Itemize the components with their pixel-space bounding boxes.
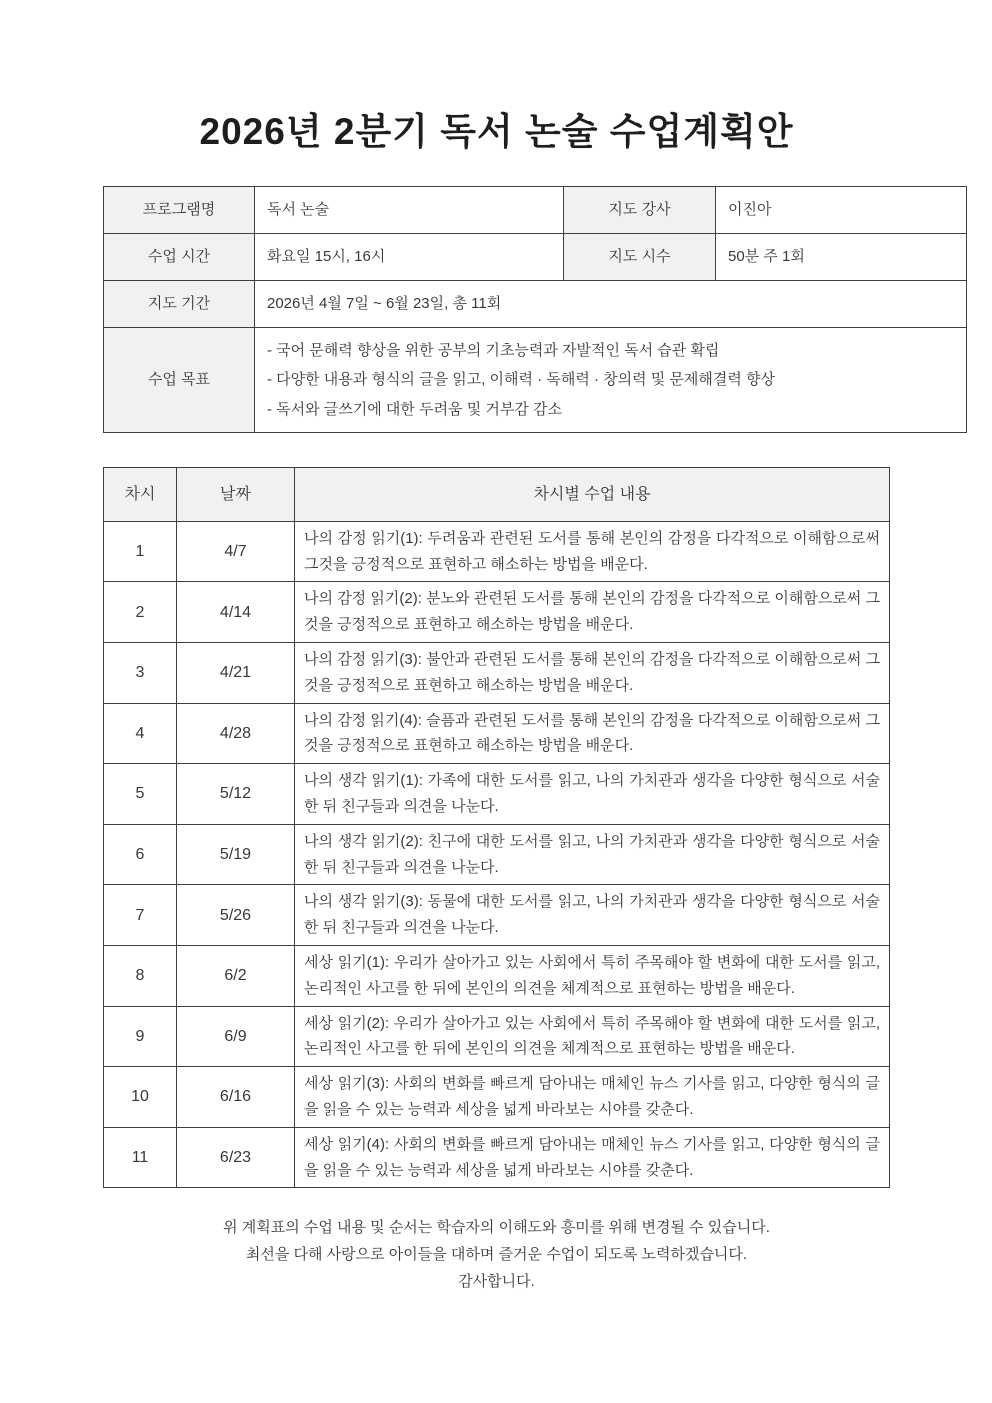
schedule-row: [104, 824, 890, 885]
session-date: 6/23: [177, 1127, 295, 1188]
goal-line: - 국어 문해력 향상을 위한 공부의 기초능력과 자발적인 독서 습관 확립: [267, 342, 720, 360]
session-content: 나의 생각 읽기(2): 친구에 대한 도서를 읽고, 나의 가치관과 생각을 다양한 형식으로 서술한 뒤 친구들과 의견을 나눈다.: [295, 824, 890, 885]
session-number: 8: [104, 946, 177, 1007]
session-content: 세상 읽기(3): 사회의 변화를 빠르게 담아내는 매체인 뉴스 기사를 읽고, 다양한 형식의 글을 읽을 수 있는 능력과 세상을 넓게 바라보는 시야를 갖춘다.: [295, 1067, 890, 1128]
footer-line-change-notice: 위 계획표의 수업 내용 및 순서는 학습자의 이해도와 흥미를 위해 변경될 수 있습니다.: [223, 1219, 770, 1237]
session-number: 6: [104, 824, 177, 885]
info-row-period: [104, 281, 967, 328]
session-date: 5/19: [177, 824, 295, 885]
schedule-table: [103, 467, 890, 1189]
session-date: 5/26: [177, 885, 295, 946]
session-date: 6/16: [177, 1067, 295, 1128]
period-value: 2026년 4월 7일 ~ 6월 23일, 총 11회: [255, 281, 967, 328]
session-content: 나의 감정 읽기(1): 두려움과 관련된 도서를 통해 본인의 감정을 다각적으로 이해함으로써 그것을 긍정적으로 표현하고 해소하는 방법을 배운다.: [295, 521, 890, 582]
header-session: 차시: [104, 467, 177, 521]
schedule-row: [104, 1127, 890, 1188]
session-date: 4/28: [177, 703, 295, 764]
session-content: 나의 감정 읽기(4): 슬픔과 관련된 도서를 통해 본인의 감정을 다각적으로 이해함으로써 그것을 긍정적으로 표현하고 해소하는 방법을 배운다.: [295, 703, 890, 764]
session-number: 3: [104, 643, 177, 704]
session-number: 2: [104, 582, 177, 643]
session-date: 6/9: [177, 1006, 295, 1067]
schedule-row: [104, 1067, 890, 1128]
info-table: [103, 186, 967, 433]
hours-value: 50분 주 1회: [716, 234, 967, 281]
session-date: 4/7: [177, 521, 295, 582]
session-number: 7: [104, 885, 177, 946]
schedule-row: [104, 582, 890, 643]
session-content: 나의 감정 읽기(2): 분노와 관련된 도서를 통해 본인의 감정을 다각적으로 이해함으로써 그것을 긍정적으로 표현하고 해소하는 방법을 배운다.: [295, 582, 890, 643]
schedule-row: [104, 1006, 890, 1067]
goals-label: 수업 목표: [104, 328, 255, 433]
session-number: 5: [104, 764, 177, 825]
program-name-label: 프로그램명: [104, 187, 255, 234]
period-label: 지도 기간: [104, 281, 255, 328]
schedule-row: [104, 521, 890, 582]
session-number: 10: [104, 1067, 177, 1128]
program-name-value: 독서 논술: [255, 187, 564, 234]
session-content: 세상 읽기(2): 우리가 살아가고 있는 사회에서 특히 주목해야 할 변화에 대한 도서를 읽고, 논리적인 사고를 한 뒤에 본인의 의견을 체계적으로 표현하는 방법을 배운다.: [295, 1006, 890, 1067]
session-number: 4: [104, 703, 177, 764]
instructor-label: 지도 강사: [564, 187, 716, 234]
goal-line: - 독서와 글쓰기에 대한 두려움 및 거부감 감소: [267, 400, 562, 418]
session-date: 4/14: [177, 582, 295, 643]
session-content: 세상 읽기(4): 사회의 변화를 빠르게 담아내는 매체인 뉴스 기사를 읽고, 다양한 형식의 글을 읽을 수 있는 능력과 세상을 넓게 바라보는 시야를 갖춘다.: [295, 1127, 890, 1188]
footer-note: [103, 1214, 890, 1295]
session-content: 나의 감정 읽기(3): 불안과 관련된 도서를 통해 본인의 감정을 다각적으로 이해함으로써 그것을 긍정적으로 표현하고 해소하는 방법을 배운다.: [295, 643, 890, 704]
goals-value: [255, 328, 967, 433]
schedule-row: [104, 643, 890, 704]
session-date: 5/12: [177, 764, 295, 825]
goal-line: - 다양한 내용과 형식의 글을 읽고, 이해력 · 독해력 · 창의력 및 문제해결력 향상: [267, 371, 776, 389]
info-row-time: [104, 234, 967, 281]
session-content: 세상 읽기(1): 우리가 살아가고 있는 사회에서 특히 주목해야 할 변화에 대한 도서를 읽고, 논리적인 사고를 한 뒤에 본인의 의견을 체계적으로 표현하는 방법을 배운다.: [295, 946, 890, 1007]
schedule-row: [104, 703, 890, 764]
hours-label: 지도 시수: [564, 234, 716, 281]
schedule-header-row: [104, 467, 890, 521]
instructor-value: 이진아: [716, 187, 967, 234]
info-row-program: [104, 187, 967, 234]
footer-line-promise: 최선을 다해 사랑으로 아이들을 대하며 즐거운 수업이 되도록 노력하겠습니다.: [245, 1246, 748, 1264]
schedule-row: [104, 885, 890, 946]
session-date: 4/21: [177, 643, 295, 704]
session-number: 1: [104, 521, 177, 582]
class-time-value: 화요일 15시, 16시: [255, 234, 564, 281]
schedule-row: [104, 764, 890, 825]
session-date: 6/2: [177, 946, 295, 1007]
session-number: 11: [104, 1127, 177, 1188]
page-title: 2026년 2분기 독서 논술 수업계획안: [199, 111, 794, 152]
session-content: 나의 생각 읽기(1): 가족에 대한 도서를 읽고, 나의 가치관과 생각을 다양한 형식으로 서술한 뒤 친구들과 의견을 나눈다.: [295, 764, 890, 825]
footer-line-thanks: 감사합니다.: [458, 1273, 535, 1291]
class-time-label: 수업 시간: [104, 234, 255, 281]
schedule-row: [104, 946, 890, 1007]
info-row-goals: [104, 328, 967, 433]
session-number: 9: [104, 1006, 177, 1067]
header-date: 날짜: [177, 467, 295, 521]
header-content: 차시별 수업 내용: [295, 467, 890, 521]
session-content: 나의 생각 읽기(3): 동물에 대한 도서를 읽고, 나의 가치관과 생각을 다양한 형식으로 서술한 뒤 친구들과 의견을 나눈다.: [295, 885, 890, 946]
